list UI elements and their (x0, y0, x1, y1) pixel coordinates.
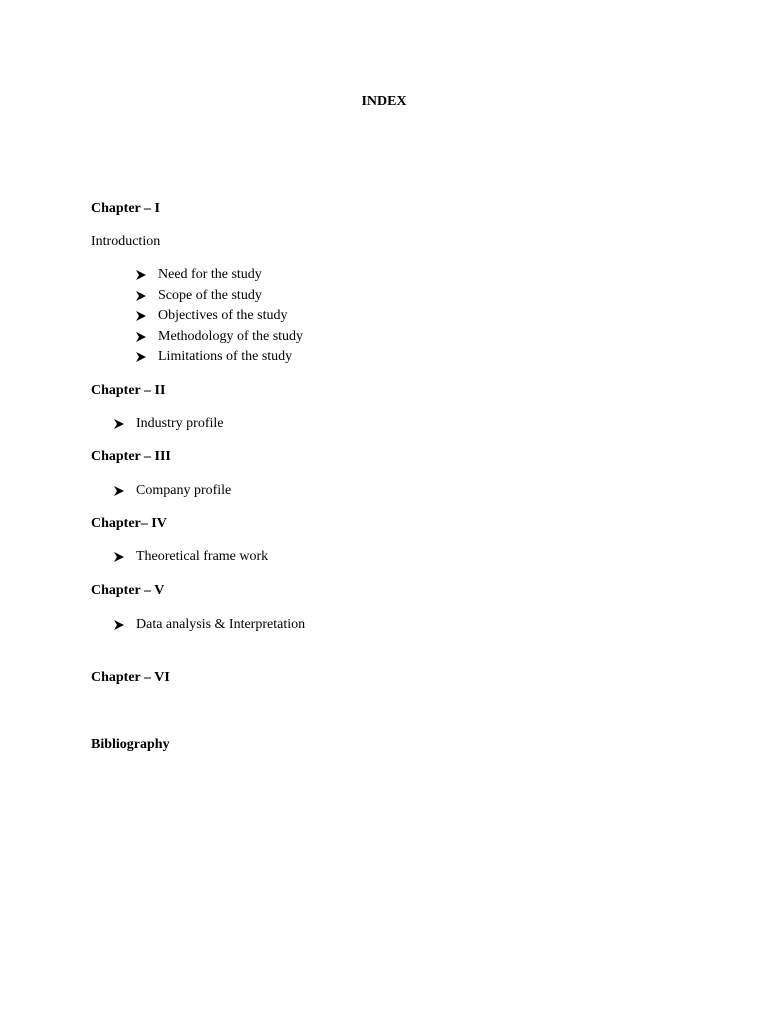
arrowhead-bullet-icon (136, 311, 158, 321)
arrowhead-bullet-icon (136, 332, 158, 342)
list-item-label: Limitations of the study (158, 349, 293, 365)
chapter-4-list (114, 547, 268, 568)
chapter-1-heading: Chapter – I (91, 201, 160, 216)
list-item-label: Need for the study (158, 267, 262, 283)
chapter-5-list (114, 615, 305, 636)
list-item (114, 615, 305, 636)
list-item-label: Industry profile (136, 416, 224, 432)
list-item-label: Methodology of the study (158, 328, 304, 344)
chapter-2-list (114, 414, 223, 435)
arrowhead-bullet-icon (114, 419, 136, 429)
list-item (136, 265, 303, 286)
chapter-3-heading: Chapter – III (91, 449, 171, 464)
list-item-label: Scope of the study (158, 287, 262, 303)
list-item (136, 347, 303, 368)
page-title: INDEX (361, 94, 407, 109)
chapter-2-heading: Chapter – II (91, 383, 166, 398)
list-item-label: Company profile (136, 483, 232, 499)
arrowhead-bullet-icon (114, 620, 136, 630)
list-item (114, 481, 231, 502)
chapter-5-heading: Chapter – V (91, 583, 165, 598)
list-item-label: Data analysis & Interpretation (136, 617, 306, 633)
list-item (114, 547, 268, 568)
arrowhead-bullet-icon (136, 352, 158, 362)
chapter-1-subheading: Introduction (91, 234, 161, 249)
list-item-label: Theoretical frame work (136, 549, 269, 565)
arrowhead-bullet-icon (136, 291, 158, 301)
list-item (136, 306, 303, 327)
chapter-3-list (114, 481, 231, 502)
bibliography-heading: Bibliography (91, 737, 170, 752)
list-item (114, 414, 223, 435)
list-item (136, 327, 303, 348)
list-item-label: Objectives of the study (158, 308, 288, 324)
list-item (136, 286, 303, 307)
arrowhead-bullet-icon (114, 486, 136, 496)
chapter-6-heading: Chapter – VI (91, 670, 170, 685)
chapter-1-list (136, 265, 303, 368)
chapter-4-heading: Chapter– IV (91, 516, 167, 531)
arrowhead-bullet-icon (114, 552, 136, 562)
arrowhead-bullet-icon (136, 270, 158, 280)
